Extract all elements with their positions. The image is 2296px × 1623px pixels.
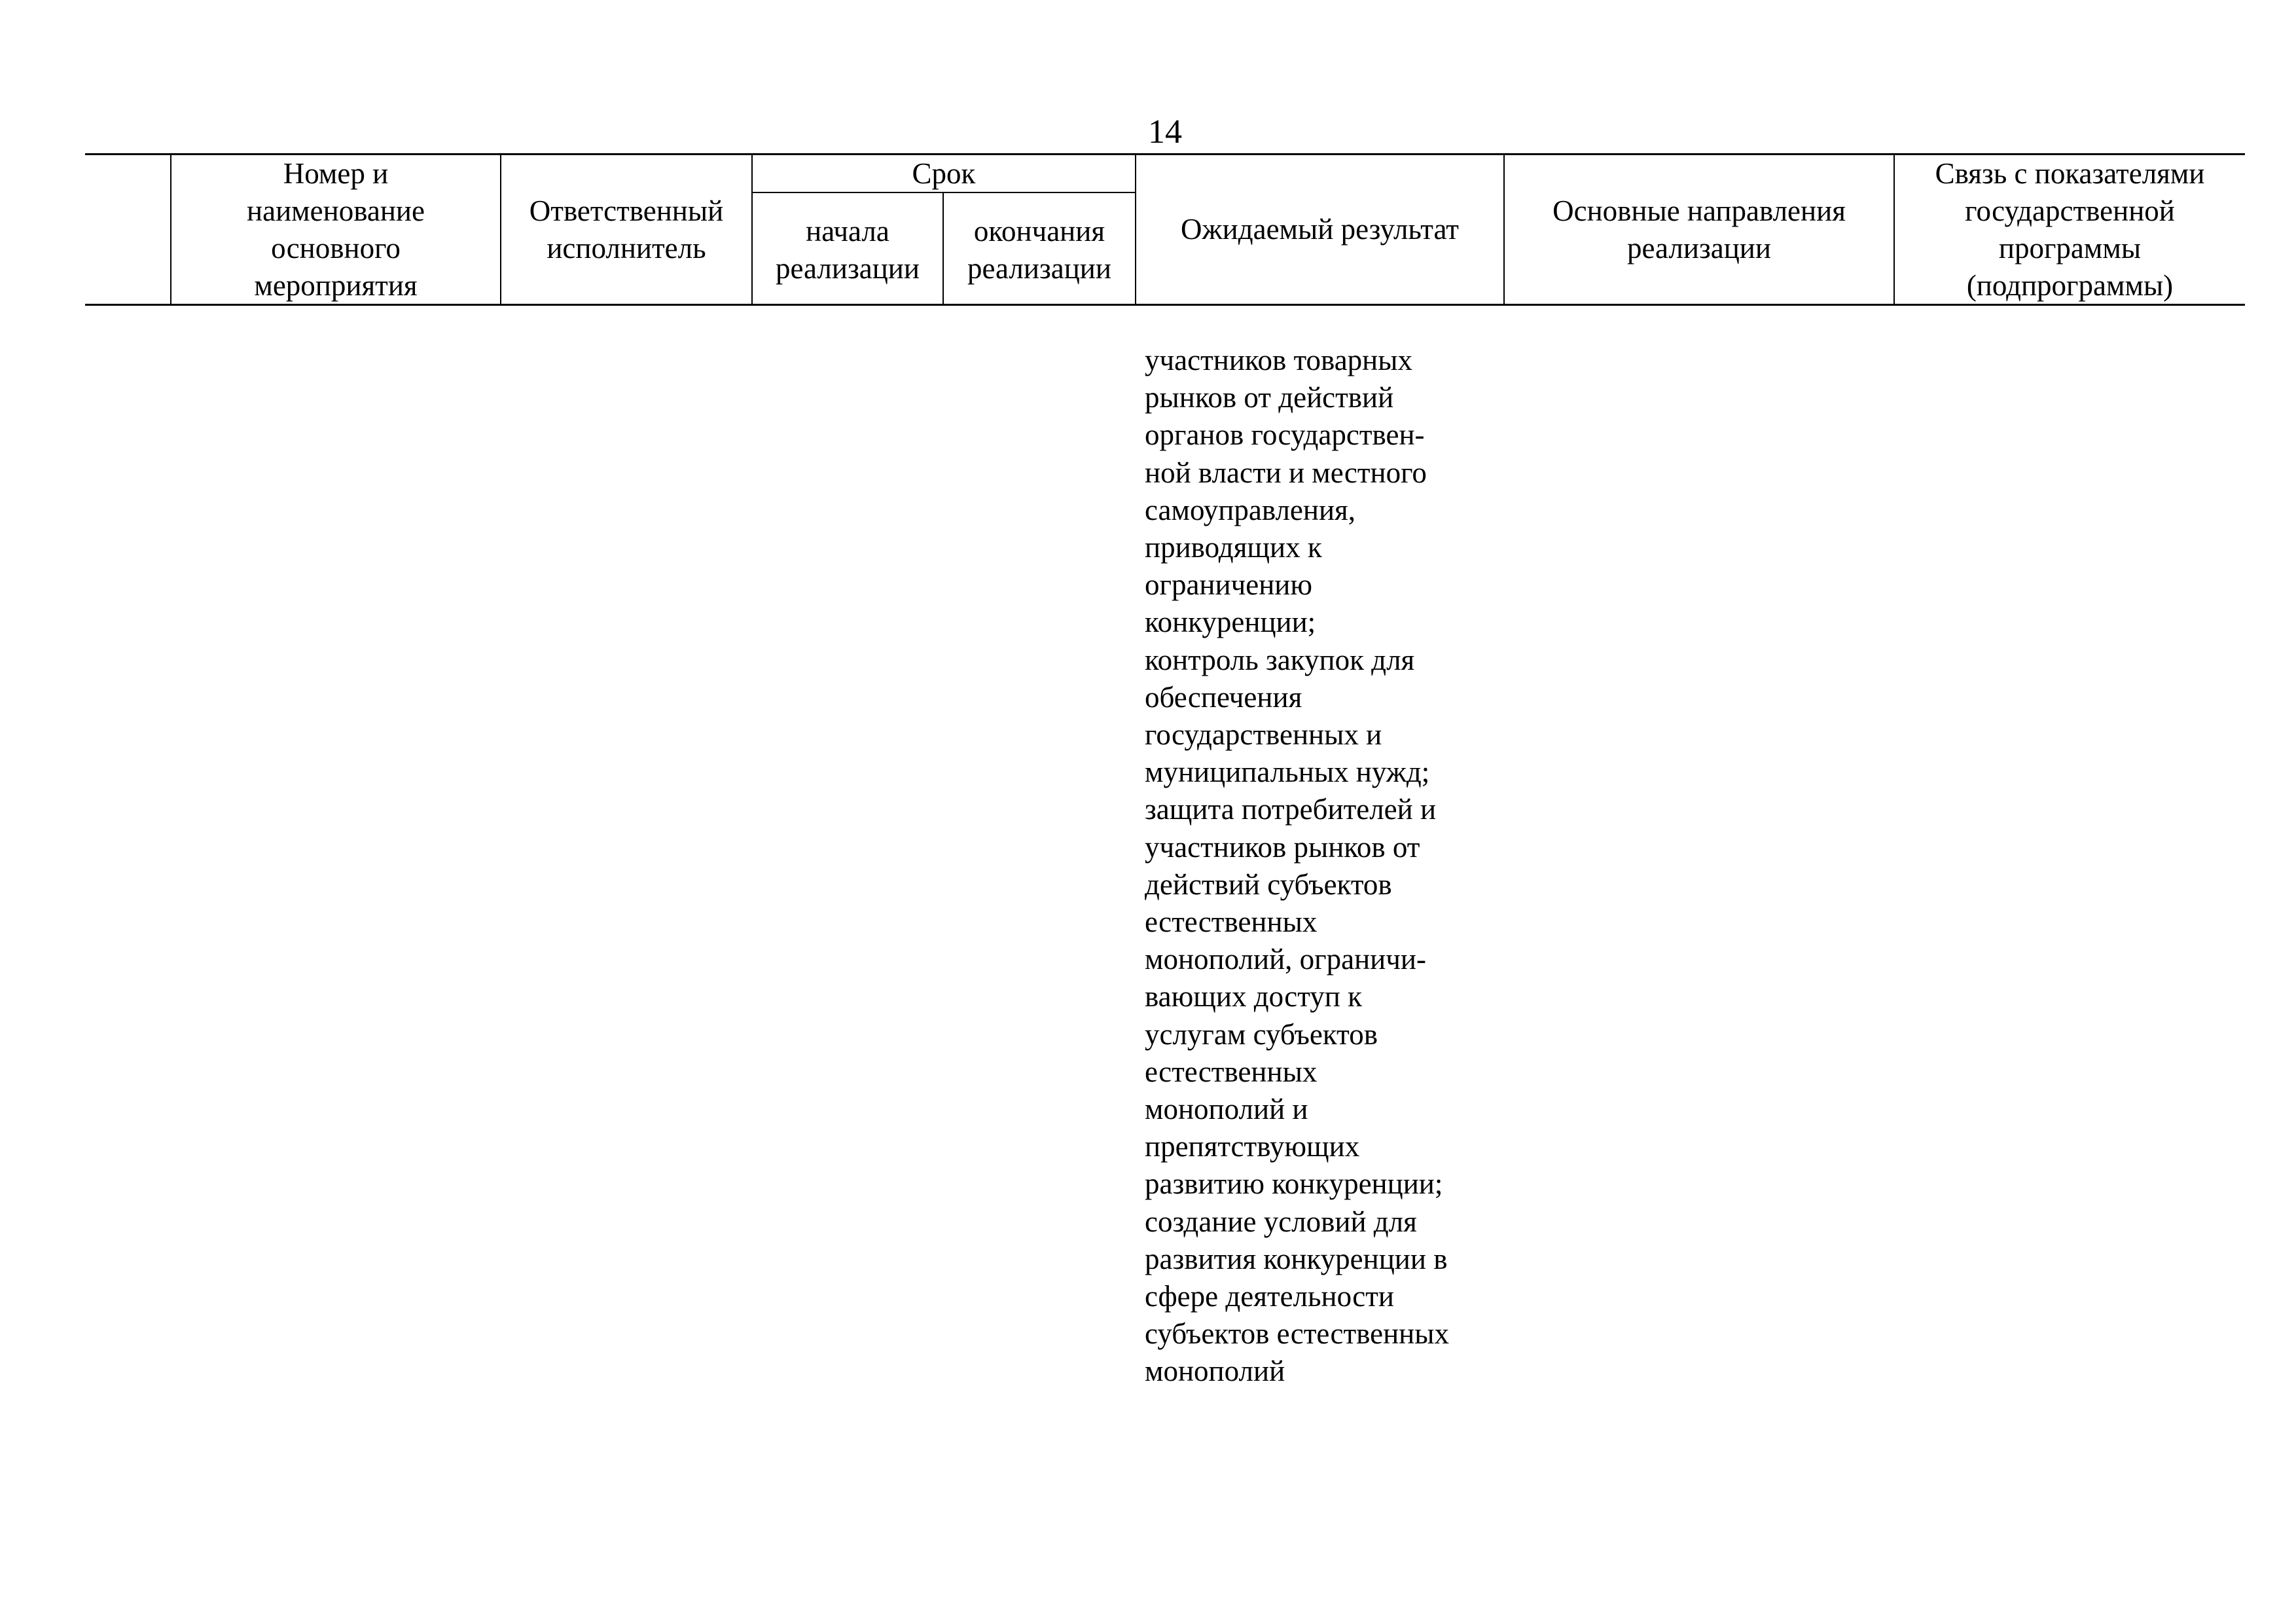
header-number-name: [171, 155, 500, 304]
header-text-line: мероприятия: [254, 268, 418, 302]
header-text-line: начала: [806, 215, 889, 247]
header-term-end: [944, 207, 1135, 293]
header-text-line: Ожидаемый результат: [1181, 213, 1459, 246]
header-term-start: [753, 207, 942, 293]
expected-result-text: [1145, 342, 1511, 1391]
text-line: вающих доступ к: [1145, 980, 1362, 1013]
header-text-line: государственной: [1965, 194, 2175, 227]
text-line: рынков от действий: [1145, 381, 1394, 414]
header-text-line: исполнитель: [547, 231, 706, 264]
text-line: государственных и: [1145, 718, 1382, 752]
header-text-line: (подпрограммы): [1966, 268, 2174, 302]
header-indicators-link: [1895, 155, 2245, 304]
text-line: монополий, ограничи-: [1145, 943, 1426, 976]
header-term: [753, 155, 1135, 192]
header-text-line: реализации: [967, 252, 1111, 285]
header-text-line: Номер и: [283, 156, 389, 190]
text-line: монополий и: [1145, 1093, 1308, 1126]
text-line: защита потребителей и: [1145, 793, 1437, 826]
text-line: естественных: [1145, 905, 1318, 939]
text-line: обеспечения: [1145, 680, 1302, 714]
text-line: услугам субъектов: [1145, 1017, 1378, 1051]
header-text-line: программы: [1998, 231, 2142, 264]
header-text-line: окончания: [973, 215, 1105, 247]
header-text-line: Связь с показателями: [1935, 156, 2205, 190]
header-expected-result: [1136, 155, 1503, 304]
header-text-line: наименование: [247, 194, 425, 227]
text-line: естественных: [1145, 1055, 1318, 1088]
header-text-line: Ответственный: [529, 194, 724, 227]
header-text-line: основного: [271, 231, 401, 264]
text-line: действий субъектов: [1145, 867, 1392, 901]
text-line: самоуправления,: [1145, 493, 1356, 526]
text-line: участников товарных: [1145, 344, 1412, 376]
text-line: контроль закупок для: [1145, 643, 1415, 676]
text-line: субъектов естественных: [1145, 1317, 1449, 1351]
text-line: ограничению: [1145, 568, 1312, 602]
page-number: 14: [1148, 113, 1182, 151]
header-text-line: реализации: [1627, 231, 1771, 264]
text-line: развития конкуренции в: [1145, 1242, 1448, 1275]
text-line: монополий: [1145, 1355, 1285, 1388]
text-line: муниципальных нужд;: [1145, 756, 1430, 789]
header-main-directions: [1505, 155, 1893, 304]
header-text-line: Срок: [912, 156, 976, 190]
text-line: препятствующих: [1145, 1130, 1360, 1163]
header-text-line: реализации: [776, 252, 920, 285]
text-line: сфере деятельности: [1145, 1280, 1394, 1313]
header-text-line: Основные направления: [1552, 194, 1846, 227]
text-line: развитию конкуренции;: [1145, 1167, 1443, 1201]
text-line: создание условий для: [1145, 1205, 1417, 1238]
text-line: конкуренции;: [1145, 606, 1316, 639]
text-line: ной власти и местного: [1145, 456, 1427, 489]
text-line: участников рынков от: [1145, 830, 1420, 864]
text-line: приводящих к: [1145, 531, 1322, 564]
text-line: органов государствен-: [1145, 418, 1425, 452]
header-responsible: [501, 155, 751, 304]
